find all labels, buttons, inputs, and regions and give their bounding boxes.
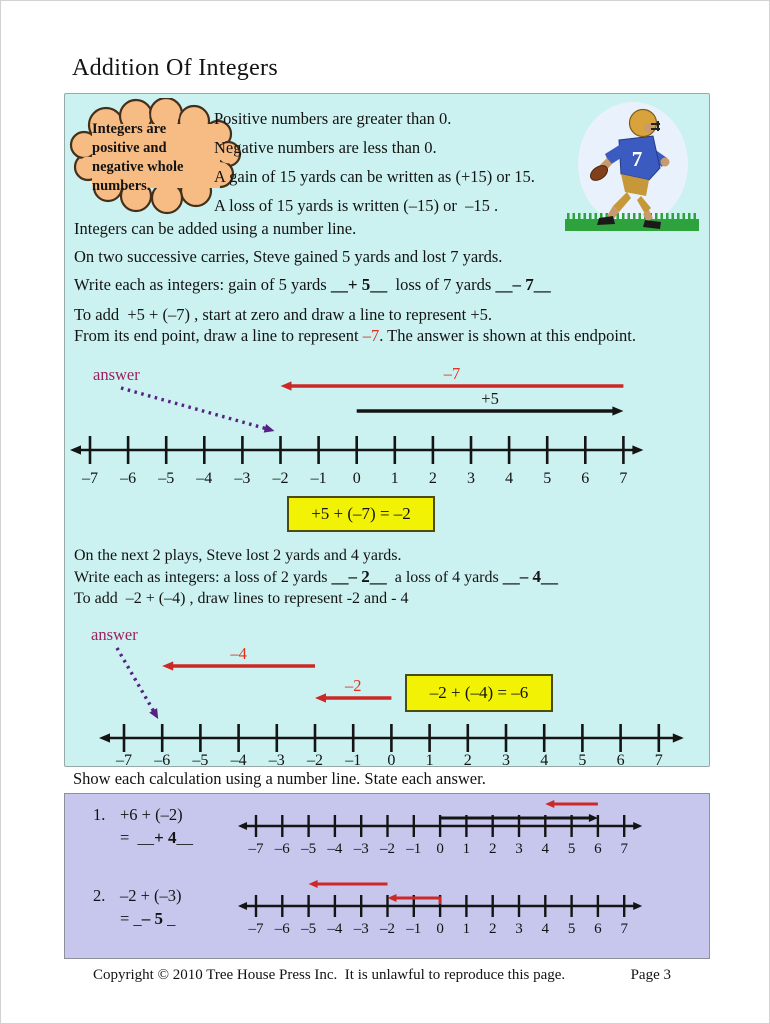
intro-lines: [214, 104, 544, 220]
svg-text:–2: –2: [344, 676, 362, 695]
exercise-2-number-line: [220, 878, 705, 956]
number-line-graphic: [65, 362, 709, 502]
svg-text:3: 3: [502, 752, 510, 768]
page-footer: [93, 967, 671, 984]
svg-text:–2: –2: [307, 752, 323, 768]
svg-text:4: 4: [540, 752, 549, 768]
svg-text:0: 0: [436, 841, 444, 857]
svg-text:7: 7: [619, 470, 628, 487]
svg-text:–3: –3: [234, 470, 251, 487]
svg-text:5: 5: [543, 470, 552, 487]
number-line-diagram-2: [65, 620, 709, 768]
intro-line: Negative numbers are less than 0.: [214, 138, 437, 157]
svg-text:6: 6: [594, 921, 602, 937]
svg-text:–5: –5: [192, 752, 209, 768]
cloud-text: Integers are positive and negative whole numbers.: [92, 121, 188, 194]
practice-instruction: Show each calculation using a number line. State each answer.: [73, 769, 486, 788]
loss4-blank: __– 4__: [502, 566, 558, 586]
exercise-1-number-line: [220, 796, 705, 874]
example2-line-3: To add –2 + (–4) , draw lines to represent -2 and - 4: [74, 589, 409, 607]
svg-text:6: 6: [616, 752, 625, 768]
lesson-line-2: On two successive carries, Steve gained 5 yards and lost 7 yards.: [74, 247, 503, 266]
svg-text:7: 7: [620, 921, 628, 937]
result-box-1: +5 + (–7) = –2: [287, 496, 435, 532]
page-title: Addition Of Integers: [72, 55, 278, 81]
to-add-text: To add +5 + (–7) , start at zero and draw a line to represent +5.: [74, 305, 493, 324]
svg-text:–6: –6: [274, 921, 290, 937]
svg-text:7: 7: [620, 841, 628, 857]
svg-text:5: 5: [578, 752, 587, 768]
svg-text:–6: –6: [120, 470, 137, 487]
svg-text:–2: –2: [380, 841, 395, 857]
svg-text:1: 1: [425, 752, 434, 768]
gain-blank: __+ 5__: [330, 275, 388, 294]
svg-text:–2: –2: [272, 470, 289, 487]
exercise-1-expression: +6 + (–2): [120, 805, 183, 824]
loss-blank: __– 7__: [495, 275, 551, 294]
svg-text:–4: –4: [230, 644, 247, 663]
svg-text:7: 7: [654, 752, 663, 768]
answer-label: answer: [91, 625, 138, 644]
example2-line-1: On the next 2 plays, Steve lost 2 yards and 4 yards.: [74, 547, 402, 564]
svg-text:1: 1: [390, 470, 399, 487]
svg-text:4: 4: [541, 921, 550, 937]
svg-text:–7: –7: [443, 364, 461, 383]
svg-text:6: 6: [581, 470, 590, 487]
svg-text:6: 6: [594, 841, 602, 857]
svg-text:0: 0: [436, 921, 444, 937]
svg-text:–2: –2: [380, 921, 395, 937]
svg-text:–3: –3: [268, 752, 285, 768]
exercise-2-expression-row: [93, 886, 182, 906]
svg-text:3: 3: [515, 921, 523, 937]
loss-text: loss of 7 yards: [387, 275, 496, 294]
svg-text:2: 2: [463, 752, 472, 768]
svg-text:–4: –4: [327, 841, 343, 857]
svg-text:–7: –7: [248, 921, 264, 937]
svg-text:7: 7: [631, 147, 643, 171]
svg-text:3: 3: [467, 470, 475, 487]
svg-text:–1: –1: [345, 752, 362, 768]
footer-page-number: Page 3: [630, 967, 671, 983]
svg-text:4: 4: [541, 841, 550, 857]
exercise-2-answer-value: – 5: [141, 909, 163, 928]
football-player-image: [561, 98, 703, 238]
intro-line: Positive numbers are greater than 0.: [214, 109, 452, 128]
example2-line-2: Write each as integers: a loss of 2 yards __– 2__ a loss of 4 yards __– 4__: [74, 566, 558, 586]
number-line-diagram-1: [65, 362, 709, 502]
exercise-2-answer: = _– 5 _: [120, 909, 176, 928]
number-line-graphic: [65, 620, 709, 768]
result-box-2: –2 + (–4) = –6: [405, 674, 553, 712]
svg-text:0: 0: [387, 752, 396, 768]
svg-text:–5: –5: [301, 841, 317, 857]
example2-lines: [74, 546, 558, 609]
exercise-1-number: 1.: [93, 805, 106, 824]
svg-text:–3: –3: [353, 921, 369, 937]
svg-text:5: 5: [567, 921, 576, 937]
svg-text:–7: –7: [82, 470, 98, 487]
svg-text:4: 4: [505, 470, 514, 487]
svg-text:–4: –4: [327, 921, 343, 937]
svg-text:–1: –1: [406, 841, 422, 857]
svg-text:+5: +5: [481, 389, 499, 408]
endpoint-text: From its end point, draw a line to represent –7. The answer is shown at this endpoint.: [74, 325, 636, 345]
lesson-line-4-5: [74, 305, 636, 346]
intro-line: A gain of 15 yards can be written as (+15) or 15.: [214, 167, 535, 186]
svg-text:–1: –1: [310, 470, 327, 487]
svg-text:1: 1: [462, 921, 471, 937]
svg-text:2: 2: [488, 841, 497, 857]
svg-text:2: 2: [488, 921, 497, 937]
exercise-2-expression: –2 + (–3): [120, 886, 182, 905]
number-line-graphic: [220, 796, 705, 874]
svg-text:–6: –6: [154, 752, 171, 768]
intro-line: A loss of 15 yards is written (–15) or –15 .: [214, 196, 499, 215]
svg-text:0: 0: [352, 470, 361, 487]
svg-text:2: 2: [428, 470, 437, 487]
negative-seven-red: –7: [362, 325, 380, 345]
svg-text:–3: –3: [353, 841, 369, 857]
svg-text:–1: –1: [406, 921, 422, 937]
lesson-line-3: [74, 275, 551, 295]
exercise-1-expression-row: [93, 805, 183, 825]
svg-text:–4: –4: [230, 752, 247, 768]
exercise-1-answer: = __+ 4__: [120, 828, 193, 847]
svg-text:–5: –5: [301, 921, 317, 937]
svg-text:5: 5: [567, 841, 576, 857]
exercise-2-number: 2.: [93, 886, 106, 905]
svg-text:–7: –7: [116, 752, 132, 768]
svg-text:3: 3: [515, 841, 523, 857]
svg-text:1: 1: [462, 841, 471, 857]
practice-panel: [64, 793, 710, 959]
lesson-panel: [64, 93, 710, 767]
answer-label: answer: [93, 365, 140, 384]
write-integers-text: Write each as integers: gain of 5 yards: [74, 275, 331, 294]
svg-text:–7: –7: [248, 841, 264, 857]
exercise-1-answer-value: + 4: [154, 828, 177, 847]
footer-copyright: Copyright © 2010 Tree House Press Inc. It is unlawful to reproduce this page.: [93, 967, 566, 983]
svg-text:–4: –4: [196, 470, 213, 487]
svg-text:–5: –5: [158, 470, 175, 487]
svg-text:–6: –6: [274, 841, 290, 857]
loss2-blank: __– 2__: [331, 566, 387, 586]
lesson-line-1: Integers can be added using a number line.: [74, 219, 357, 238]
number-line-graphic: [220, 878, 705, 956]
